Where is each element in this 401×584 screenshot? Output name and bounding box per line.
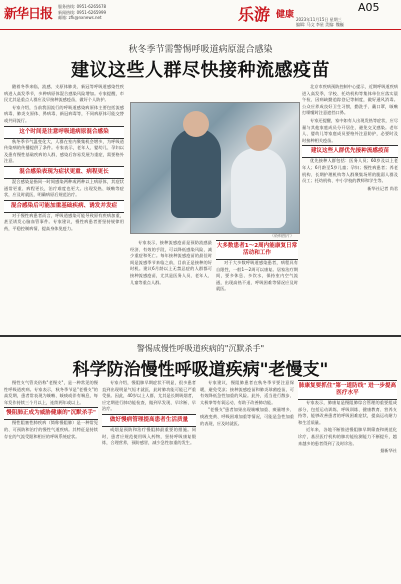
story1-kicker: 秋冬季节需警惕呼吸道病原混合感染	[128, 45, 273, 55]
masthead	[0, 0, 401, 30]
section-divider	[0, 335, 401, 337]
story1-reporter: 新华社记者 尚君	[367, 185, 398, 191]
date-info	[296, 17, 344, 27]
story1-column-2	[130, 240, 212, 332]
story2-subhead-2: 做好慢病管理提高患者生活质量	[102, 414, 196, 427]
photo-figure	[183, 111, 209, 137]
story2-kicker: 警惕成慢性呼吸道疾病的"沉默杀手"	[136, 344, 265, 353]
story1-intro-2: 专家介绍，当前我国流行的呼吸道感染病原体主要包括流感病毒、肺炎支原体、鼻病毒、新冠病毒等，不同病原体可能交替或共同流行。	[4, 104, 124, 123]
story1-para-a: 秋冬季节气温变化大，人群在室内聚集机会增多，为呼吸道传染病的传播提供了条件。专家表示，老年人、婴幼儿、孕妇以及患有慢性基础疾病的人群，感染后容易发展为重症，需要格外注意。	[4, 138, 124, 164]
section-name: 健康	[276, 10, 295, 20]
story1-photo	[130, 102, 300, 234]
story1-column-4	[302, 84, 398, 332]
story1-column-1	[4, 84, 124, 332]
story1-intro-1: 随着冬季来临，流感、支原体肺炎、新冠等呼吸道感染性疾病进入高发季节，多种病原体混合感染风险增加。专家提醒，市民尤其是重点人群应及早接种流感疫苗，做好个人防护。	[4, 84, 124, 103]
story2-col3b-para: "老慢支"患者如果出现咳嗽加重、痰量增多、痰液变黄、呼吸困难加重等情况，可能是急性加重的表现，应及时就医。	[200, 407, 294, 426]
story2-column-3	[200, 380, 294, 580]
section-logo: 乐游	[238, 5, 271, 24]
story1-para-c: 对于慢性病患者而言，呼吸道感染可能导致原有疾病加重，甚至诱发心脑血管事件。专家建议，慢性病患者要坚持规律用药，平稳控制病情，提高身体免疫力。	[4, 212, 124, 231]
story2-box-right: 肺康复要抓住"第一道防线" 进一步提高医疗水平	[298, 380, 397, 400]
story1-subhead-a: 这个时间是注意呼吸道病原混合感染	[4, 126, 124, 139]
photo-figure	[246, 125, 272, 151]
story1-subhead-b: 混合感染表现为症状更重、病程更长	[4, 166, 124, 179]
story1-subhead-c: 混合感染后可能加重基础疾病、诱发并发症	[4, 200, 124, 213]
story2-col3-para: 专家建议，慢阻肺患者在秋冬季节要注意保暖，避免受凉；接种流感疫苗和肺炎球菌疫苗，可有效降低急性加重的风险。此外，适当进行散步、太极拳等有氧运动，有助于改善肺功能。	[200, 380, 294, 405]
photo-credit: （资料图片）	[270, 233, 294, 238]
story2-col2-para: 专家介绍，慢阻肺早期症状不明显，很多患者直到出现明显气短才就医，此时肺功能可能已严重受损。因此，40岁以上人群，尤其是长期吸烟者，应定期进行肺功能检查，做到早发现、早诊断、早治疗。	[102, 380, 196, 412]
story1-col3-para: 北京市疾病预防控制中心提示，近期呼吸道疾病进入高发季，学校、托幼机构等集体单位应落实晨午检、因病缺勤追踪登记等制度，做好通风消毒。公众应养成良好卫生习惯，勤洗手、戴口罩，咳嗽打喷嚏时注意遮挡口鼻。	[302, 84, 398, 116]
story2-column-4	[298, 380, 397, 580]
issue-date: 2023年11月15日 星期三	[296, 17, 342, 22]
photo-figure	[231, 148, 286, 228]
story2-subhead-1: 慢阻肺正成为威胁健康的"沉默杀手"	[4, 407, 98, 420]
story1-para-b: 混合感染是指同一时间感染两种或两种以上病原体，其症状通常更重、病程更长，治疗难度也更大。出现发热、咳嗽等症状，应及时就医，明确病原后规范治疗。	[4, 178, 124, 198]
story1-headline: 建议这些人群尽快接种流感疫苗	[71, 60, 330, 81]
page-number: A05	[358, 1, 380, 14]
story2-column-2	[102, 380, 196, 580]
story1-col4b-para: 优先接种人群包括：医务人员；60岁及以上老年人；6月龄至5岁儿童；孕妇；慢性病患者；养老机构、长期护理机构等人群聚集场所的脆弱人群及员工；托幼机构、中小学校的教师和学生等。	[302, 158, 398, 184]
story1-column-3	[216, 240, 298, 332]
contact-info	[58, 4, 106, 21]
story2-col1b-para: 慢性阻塞性肺疾病（简称慢阻肺）是一种常见的、可预防和治疗的慢性气道疾病。其特征是持续存在的气流受限和相应的呼吸系统症状。	[4, 420, 98, 439]
editor-credits: 编辑: 马文 李星 美编: 魏巍	[296, 22, 344, 27]
story1-col3b-para: 专家还提醒，家中如有人出现发热等症状，应尽量与其他家庭成员分开居住，避免交叉感染。老年人、婴幼儿等家庭成员要格外注意防护，必要时及时接种相关疫苗。	[302, 117, 398, 143]
masthead-rule	[0, 29, 401, 30]
hotline-1: 服务热线: 0951-6265678	[58, 4, 107, 9]
story2-reporter: 据新华社	[380, 448, 397, 454]
hotline-3: 邮箱: zfk@nxnews.net	[58, 15, 102, 20]
story1-col2c-para: 对于大多数呼吸道感染患者，病程具有自限性，一般1～2周可以康复。居家治疗期间，要多休息、多饮水，保持室内空气流通，出现高热不退、呼吸困难等情况应及时就医。	[216, 260, 298, 292]
story2-col4-para: 专家表示，肺康复是慢阻肺综合管理的重要组成部分，包括运动训练、呼吸训练、健康教育、营养支持等，能够改善患者的呼吸困难症状，提高运动耐力和生活质量。	[298, 400, 397, 425]
story2-col4b-para: 近年来，各地不断推进慢阻肺早期筛查和规范化诊疗，基层医疗机构的肺功能检测能力不断提升，越来越多的患者得到了及时诊治。	[298, 427, 397, 446]
story1-box-right: 建议这些人群优先接种流感疫苗	[302, 145, 398, 158]
newspaper-logo: 新华日报	[4, 7, 53, 22]
hotline-2: 新闻热线: 0951-6265999	[58, 9, 107, 15]
photo-figure	[171, 128, 221, 218]
story2-col1-para: 慢性支气管炎俗称"老慢支"，是一种常见的慢性呼吸道疾病。专家表示，秋冬季节是"老慢支"的高发期，患者常表现为咳嗽、咳痰或伴有喘息，每年发作持续三个月以上，连续两年或以上。	[4, 380, 98, 405]
story2-col2b-para: 戒烟是预防和治疗慢阻肺最重要的措施。同时，患者应规范使用吸入药物，坚持呼吸康复锻炼，合理营养，预防感冒，减少急性加重的发生。	[102, 426, 196, 446]
story2-column-1	[4, 380, 98, 580]
story2-headline: 科学防治慢性呼吸道疾病"老慢支"	[72, 360, 329, 380]
story1-col2-para: 专家表示，接种流感疫苗是预防流感最经济、有效的手段，可以降低感染风险，减少重症和死亡。每年接种流感疫苗的最佳时间是流感季节来临之前，目前正是接种的好时机。建议6月龄以上无禁忌症的人群都可接种流感疫苗，尤其是医务人员、老年人、儿童等重点人群。	[130, 240, 212, 285]
story1-box-mid: 大多数患者1～2周内能康复日常活动和工作	[216, 240, 298, 260]
